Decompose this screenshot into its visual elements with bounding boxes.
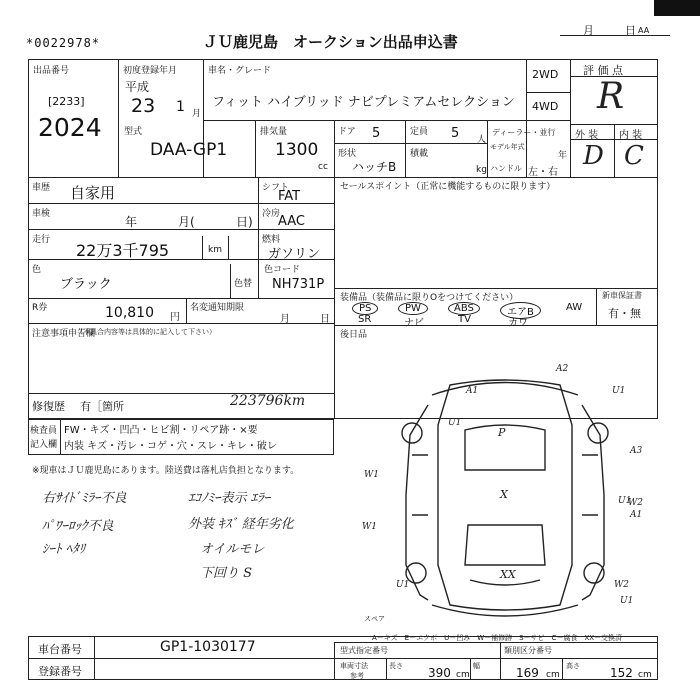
damage-mark-u1-4: U1 [396,580,410,590]
dimensions-reference: 参考 [350,672,364,680]
serial-number: *0022978* [26,36,101,50]
usage-value: 自家用 [70,184,116,202]
model-year-suffix: 年 [558,151,568,161]
new-car-warranty-value: 有・無 [608,307,641,320]
handwritten-note-2: ﾊﾟﾜｰﾛｯｸ不良 [42,519,114,534]
shaken-day: 日) [236,215,253,229]
registration-month: 1 [176,99,185,115]
inspector-label: 検査員 [30,426,58,436]
inspection-row-1: FW・キズ・凹凸・ヒビ割・リペア跡・×要 [64,425,258,436]
capacity-label: 定員 [410,127,429,137]
mileage: 22万3千795 [76,241,170,260]
handle-label: ハンドル [490,164,522,173]
evaluation-label: 評 価 点 [583,64,623,77]
shape-label: 形状 [338,149,357,159]
registration-label: 初度登録年月 [123,66,178,76]
sales-point-label: セールスポイント（正常に機能するものに限ります） [340,182,556,192]
color-code-header: 色コード [264,265,301,275]
caution-label: 注意事項申告欄 [32,329,96,339]
width-label: 幅 [473,662,480,670]
height-unit: cm [638,670,652,680]
model-year-label: モデル年式 [490,143,525,151]
registration-number-label: 登録番号 [38,665,82,678]
equipment-tv: TV [458,314,471,325]
height-value: 152 [610,666,633,680]
kg-unit: kg [476,165,487,175]
repair-history-value: 有［箇所 [80,400,124,413]
damage-mark-a1-1: A1 [466,386,479,396]
handle-value: 左・右 [528,167,558,178]
color-code: NH731P [272,277,325,292]
damage-mark-a1-2: A1 [630,510,643,520]
class-number-label: 類別区分番号 [504,646,552,655]
handwritten-note-4: ｴｺﾉﾐｰ表示 ｴﾗｰ [188,491,271,506]
damage-mark-u1-1: U1 [612,386,626,396]
handwritten-note-5: 外装 ｷｽﾞ 経年劣化 [188,517,294,532]
new-car-warranty-label: 新車保証書 [602,291,642,300]
handwritten-mileage: 223796km [230,393,306,409]
damage-mark-w2-1: W2 [628,498,643,508]
width-unit: cm [546,670,560,680]
shift-value: FAT [278,189,301,204]
handwritten-note-1: 右ｻｲﾄﾞﾐﾗｰ不良 [42,491,127,506]
displacement: 1300 [275,140,319,160]
shift-label: シフト [262,183,290,193]
km-unit: km [208,245,222,255]
length-unit: cm [456,670,470,680]
person-unit: 人 [477,135,487,145]
registration-era: 平成 [125,80,150,94]
page-title: ＪＵ鹿児島 オークション出品申込書 [203,33,458,51]
equipment-airbag: エアB [500,302,541,319]
day-label: 日 [625,24,636,37]
vehicle-name: フィット ハイブリッド ナビプレミアムセレクション [212,95,515,110]
damage-mark-p: P [498,426,506,439]
registration-month-suffix: 月 [192,109,202,119]
corner-marker [654,0,700,16]
damage-mark-u1-3: U1 [618,496,632,506]
repair-history-label: 修復歴 [32,400,65,413]
drive-2wd: 2WD [532,68,559,81]
color-change-label: 色替 [234,279,253,289]
damage-mark-w1-1: W1 [364,470,379,480]
exterior-grade: D [583,141,604,171]
vehicle-name-label: 車名・グレード [208,66,272,76]
yen-unit: 円 [170,312,180,323]
evaluation-score: R [597,76,625,117]
damage-mark-a2: A2 [556,364,569,374]
handwritten-note-6: オイルモレ [200,542,265,557]
shaken-label: 車検 [32,209,51,219]
interior-label: 内 装 [619,130,643,141]
equipment-aw: AW [566,302,583,313]
recycle-label: R券 [32,303,48,313]
displacement-label: 排気量 [260,127,288,137]
usage-label: 車歴 [32,183,51,193]
model-code: DAA-GP1 [150,140,228,160]
name-change-day: 日 [320,314,330,325]
fuel-value: ガソリン [268,247,321,262]
doors: 5 [372,126,381,141]
equipment-pw: PW [398,302,428,315]
registration-year: 23 [131,95,156,117]
name-change-label: 名変通知期限 [190,303,245,313]
width-value: 169 [516,666,539,680]
damage-mark-w1-2: W1 [362,522,377,532]
damage-mark-u1-2: U1 [448,418,462,428]
mileage-label: 走行 [32,235,51,245]
chassis-label: 車台番号 [38,643,82,656]
equipment-abs: ABS [448,302,480,315]
interior-grade: C [624,141,644,171]
recycle-value: 10,810 [105,305,154,321]
color-label: 色 [32,265,42,275]
load-label: 積載 [410,149,429,159]
aa-label: AA [638,26,650,35]
ac-label: 冷房 [262,209,281,219]
dealer-label: ディーラー・並行 [492,128,556,137]
doors-label: ドア [338,127,356,137]
caution-note: （不具合内容等は具体的に記入して下さい） [76,328,216,336]
lot-small-number: [2233] [48,95,85,108]
length-value: 390 [428,666,451,680]
dimensions-label: 車両寸法 [340,662,368,670]
shaken-year: 年 [125,215,138,229]
drive-4wd: 4WD [532,100,559,113]
spare-label: スペア [364,615,385,623]
shaken-month: 月( [178,215,195,229]
fuel-label: 燃料 [262,235,281,245]
handwritten-note-3: ｼｰﾄ ﾍﾀﾘ [42,542,86,557]
model-label: 型式 [124,127,143,137]
equipment-navi: ナビ [404,318,424,329]
equipment-sr: SR [358,314,372,325]
equipment-label: 装備品（装備品に限りOをつけてください） [340,293,519,303]
lot-number-label: 出品番号 [33,66,70,76]
damage-legend: A－キズ E－エクボ U－凹み W－補修跡 S－サビ C－腐食 XX－交換済 [372,634,623,642]
entry-label: 記入欄 [30,440,58,450]
ac-value: AAC [278,214,305,229]
color-value: ブラック [60,277,112,292]
cc-unit: cc [318,162,328,172]
damage-mark-x: X [500,488,508,501]
month-label: 月 [583,24,594,37]
damage-mark-w2-2: W2 [614,580,629,590]
damage-mark-u1-5: U1 [620,596,634,606]
body-shape: ハッチB [352,160,397,174]
rear-goods-label: 後日品 [340,330,368,340]
type-designation-label: 型式指定番号 [340,646,388,655]
chassis-number: GP1-1030177 [160,639,256,655]
equipment-leather: カワ [508,318,528,329]
length-label: 長さ [389,662,403,670]
damage-mark-xx: XX [500,568,516,581]
name-change-month: 月 [280,314,290,325]
lot-number: 2024 [38,113,102,142]
damage-mark-a3: A3 [630,446,643,456]
footer-note: ※现車はＪＵ鹿児島にあります。陸送費は落札店負担となります。 [32,466,300,476]
exterior-label: 外 装 [575,130,599,141]
height-label: 高さ [566,662,580,670]
inspection-row-2: 内装 キズ・汚レ・コゲ・穴・スレ・キレ・破レ [64,441,277,452]
equipment-ps: PS [352,302,378,315]
capacity: 5 [451,126,460,141]
handwritten-note-7: 下回り S [200,566,253,581]
